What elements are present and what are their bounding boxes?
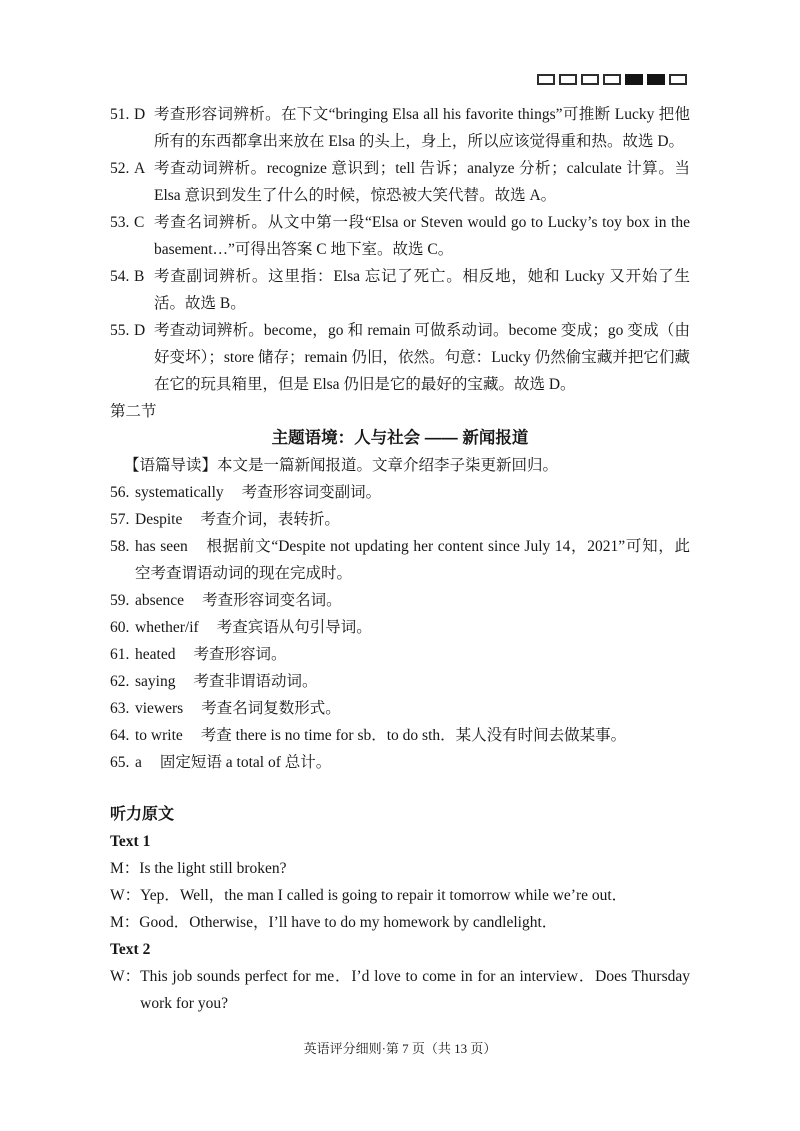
item-explanation: 考查 there is no time for sb．to do sth．某人没有时间去做某事。: [200, 727, 627, 744]
answer-item-64: [110, 722, 690, 749]
section-label: 第二节: [110, 403, 157, 420]
print-marker-square: [647, 74, 665, 85]
item-answer: absence: [135, 592, 185, 609]
item-body: [135, 479, 690, 506]
text2-label: Text 2: [110, 941, 151, 958]
item-number: 52.: [110, 160, 130, 177]
answer-item-58: [110, 533, 690, 587]
dialogue-text: This job sounds perfect for me．I’d love to come in for an interview．Does Thursday work for you?: [140, 968, 690, 1012]
item-explanation: 考查介词，表转折。: [200, 511, 340, 528]
item-body: [135, 533, 690, 587]
item-answer: has seen: [135, 538, 188, 555]
item-number: 57.: [110, 511, 130, 528]
item-answer: viewers: [135, 700, 184, 717]
page-content: [110, 101, 690, 1017]
item-number: 60.: [110, 619, 130, 636]
item-explanation: 考查名词辨析。从文中第一段“Elsa or Steven would go to Lucky’s toy box in the basement…”可得出答案 C 地下室。故选 C。: [154, 214, 690, 258]
item-answer: D: [134, 322, 146, 339]
item-number: 65.: [110, 754, 130, 771]
answer-item-54: [110, 263, 690, 317]
item-body: [135, 587, 690, 614]
answer-item-60: [110, 614, 690, 641]
item-body: [135, 749, 690, 776]
item-number: 64.: [110, 727, 130, 744]
item-body: [135, 722, 690, 749]
item-number: 56.: [110, 484, 130, 501]
answer-item-53: [110, 209, 690, 263]
item-answer: A: [134, 160, 146, 177]
item-explanation: 考查形容词变名词。: [202, 592, 342, 609]
item-answer: a: [135, 754, 142, 771]
item-body: [135, 668, 690, 695]
dialogue-line: [110, 882, 690, 909]
cloze-analysis-list: [110, 101, 690, 398]
dialogue-text: Good．Otherwise，I’ll have to do my homework by candlelight．: [139, 914, 558, 931]
item-explanation: 根据前文“Despite not updating her content since July 14，2021”可知，此空考查谓语动词的现在完成时。: [135, 538, 690, 582]
item-explanation: 考查副词辨析。这里指：Elsa 忘记了死亡。相反地，她和 Lucky 又开始了生活。故选 B。: [154, 268, 690, 312]
speaker-label: W：: [110, 968, 141, 985]
theme-heading: 主题语境：人与社会 —— 新闻报道: [271, 429, 529, 447]
answer-item-51: [110, 101, 690, 155]
answer-item-63: [110, 695, 690, 722]
print-marker-square: [669, 74, 687, 85]
item-number: 51.: [110, 106, 130, 123]
item-explanation: 固定短语 a total of 总计。: [159, 754, 332, 771]
speaker-label: M：: [110, 914, 140, 931]
item-number: 62.: [110, 673, 130, 690]
answer-item-62: [110, 668, 690, 695]
answer-item-61: [110, 641, 690, 668]
item-answer: D: [134, 106, 146, 123]
item-answer: whether/if: [135, 619, 199, 636]
item-answer: B: [134, 268, 145, 285]
item-explanation: 考查动词辨析。become，go 和 remain 可做系动词。become 变成；go 变成（由好变坏）；store 储存；remain 仍旧，依然。句意：Lucky 仍然偷宝藏并把它们藏在它的玩具箱里，但是 Elsa 仍旧是它的最好的宝藏。故选 D。: [154, 322, 690, 393]
item-number: 61.: [110, 646, 130, 663]
answer-item-55: [110, 317, 690, 398]
dialogue-text: Yep．Well，the man I called is going to repair it tomorrow while we’re out．: [140, 887, 628, 904]
answer-item-57: [110, 506, 690, 533]
item-explanation: 考查宾语从句引导词。: [216, 619, 372, 636]
listening-heading: 听力原文: [110, 806, 175, 823]
item-explanation: 考查形容词辨析。在下文“bringing Elsa all his favorite things”可推断 Lucky 把他所有的东西都拿出来放在 Elsa 的头上，身上，所以应该觉得重和热。故选 D。: [154, 106, 690, 150]
text1-label: Text 1: [110, 833, 151, 850]
item-explanation: 考查动词辨析。recognize 意识到；tell 告诉；analyze 分析；calculate 计算。当 Elsa 意识到发生了什么的时候，惊恐被大笑代替。故选 A。: [154, 160, 690, 204]
print-marker-square: [537, 74, 555, 85]
answer-item-56: [110, 479, 690, 506]
item-body: [135, 614, 690, 641]
dialogue-line: [110, 909, 690, 936]
answer-item-59: [110, 587, 690, 614]
item-number: 63.: [110, 700, 130, 717]
item-answer: to write: [135, 727, 183, 744]
dialogue-line: [110, 855, 690, 882]
print-marker-square: [625, 74, 643, 85]
item-answer: heated: [135, 646, 176, 663]
listening-transcript: [110, 801, 690, 1017]
item-number: 55.: [110, 322, 130, 339]
grammar-answer-list: [110, 479, 690, 776]
item-number: 54.: [110, 268, 130, 285]
item-answer: saying: [135, 673, 176, 690]
answer-item-65: [110, 749, 690, 776]
item-body: [135, 695, 690, 722]
dialogue-line: [110, 963, 690, 1017]
item-explanation: 考查名词复数形式。: [201, 700, 341, 717]
print-marker-square: [603, 74, 621, 85]
item-answer: C: [134, 214, 145, 231]
print-marker-square: [581, 74, 599, 85]
speaker-label: M：: [110, 860, 140, 877]
item-explanation: 考查形容词。: [193, 646, 287, 663]
item-explanation: 考查非谓语动词。: [193, 673, 318, 690]
item-number: 59.: [110, 592, 130, 609]
passage-guide: 【语篇导读】本文是一篇新闻报道。文章介绍李子柒更新回归。: [124, 457, 559, 474]
item-answer: systematically: [135, 484, 224, 501]
item-answer: Despite: [135, 511, 183, 528]
item-number: 53.: [110, 214, 130, 231]
item-explanation: 考查形容词变副词。: [241, 484, 382, 501]
speaker-label: W：: [110, 887, 141, 904]
item-number: 58.: [110, 538, 130, 555]
print-marker-square: [559, 74, 577, 85]
item-body: [135, 506, 690, 533]
page-footer: 英语评分细则·第 7 页（共 13 页）: [303, 1041, 497, 1056]
print-marker-row: [537, 74, 687, 85]
item-body: [135, 641, 690, 668]
dialogue-text: Is the light still broken?: [139, 860, 287, 877]
answer-item-52: [110, 155, 690, 209]
